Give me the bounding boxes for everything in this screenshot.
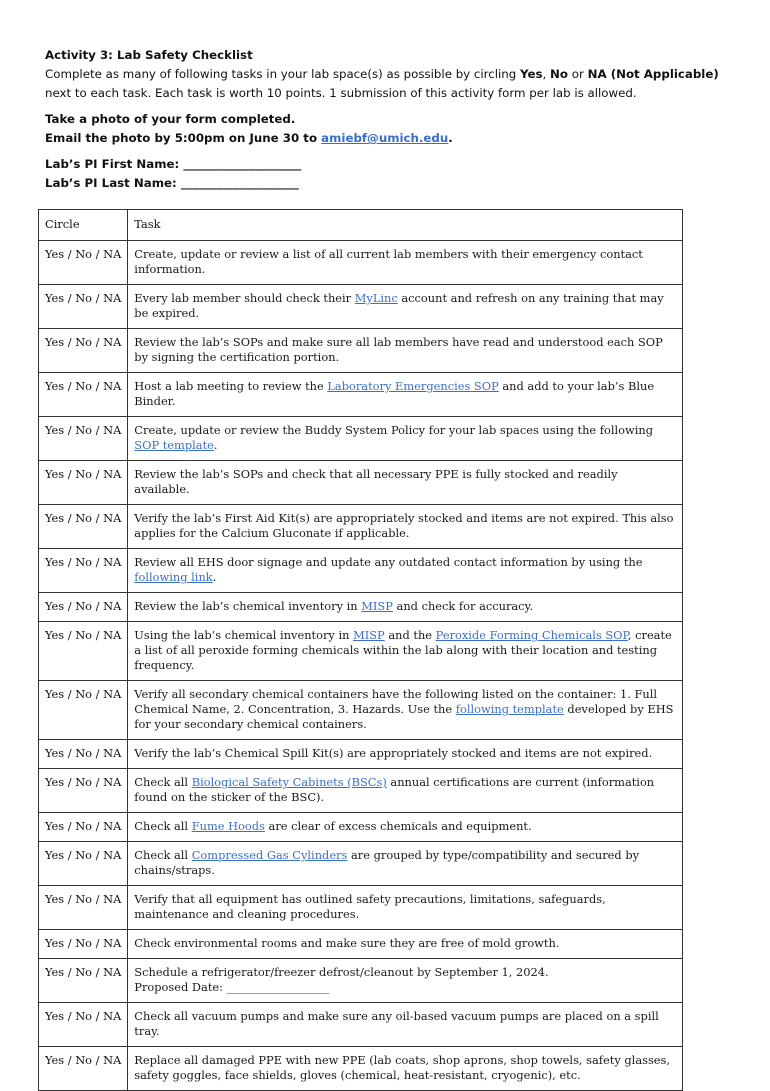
- task-text: Check all vacuum pumps and make sure any oil-based vacuum pumps are placed on a spill tray.: [134, 1009, 659, 1038]
- task-description: [128, 1047, 683, 1091]
- intro-paragraph: [45, 65, 725, 84]
- column-header-circle: Circle: [39, 210, 128, 241]
- circle-options[interactable]: Yes / No / NA: [39, 549, 128, 593]
- option-na: NA (Not Applicable): [587, 67, 719, 81]
- task-description: [128, 842, 683, 886]
- task-description: [128, 461, 683, 505]
- task-description: [128, 373, 683, 417]
- circle-options[interactable]: Yes / No / NA: [39, 461, 128, 505]
- task-text: and add to your lab’s Blue Binder.: [134, 379, 655, 408]
- task-text: Check all: [134, 819, 192, 833]
- circle-options[interactable]: Yes / No / NA: [39, 241, 128, 285]
- intro-text-1: Complete as many of following tasks in your lab space(s) as possible by circling: [45, 67, 521, 81]
- task-text: .: [212, 570, 217, 584]
- separator-or: or: [568, 67, 588, 81]
- column-header-task: Task: [128, 210, 683, 241]
- table-header-row: [39, 210, 683, 241]
- table-row: [39, 373, 683, 417]
- option-yes: Yes: [520, 67, 543, 81]
- task-description: [128, 959, 683, 1003]
- task-text: Create, update or review the Buddy System Policy for your lab spaces using the following: [134, 423, 654, 437]
- circle-options[interactable]: Yes / No / NA: [39, 1003, 128, 1047]
- email-link[interactable]: amiebf@umich.edu: [321, 131, 449, 145]
- table-row: [39, 769, 683, 813]
- task-text: and the: [384, 628, 436, 642]
- task-text: Verify the lab’s Chemical Spill Kit(s) are appropriately stocked and items are not expired.: [134, 746, 653, 760]
- circle-options[interactable]: Yes / No / NA: [39, 842, 128, 886]
- task-text: Every lab member should check their: [134, 291, 355, 305]
- task-text: Create, update or review a list of all current lab members with their emergency contact information.: [134, 247, 643, 276]
- table-row: [39, 813, 683, 842]
- circle-options[interactable]: Yes / No / NA: [39, 886, 128, 930]
- task-text: Review the lab’s SOPs and make sure all lab members have read and understood each SOP by signing the certification portion.: [134, 335, 663, 364]
- task-text: Verify that all equipment has outlined safety precautions, limitations, safeguards, maintenance and cleaning procedures.: [134, 892, 606, 921]
- table-row: [39, 505, 683, 549]
- task-link[interactable]: following template: [455, 702, 564, 716]
- task-link[interactable]: MyLinc: [354, 291, 398, 305]
- table-row: [39, 549, 683, 593]
- task-link[interactable]: following link: [134, 570, 213, 584]
- checklist-table: [38, 209, 683, 1091]
- task-description: [128, 1003, 683, 1047]
- photo-instruction: Take a photo of your form completed.: [45, 112, 296, 126]
- task-text: Schedule a refrigerator/freezer defrost/cleanout by September 1, 2024.: [134, 965, 549, 979]
- task-text: Proposed Date: __________________: [134, 980, 330, 994]
- circle-options[interactable]: Yes / No / NA: [39, 769, 128, 813]
- task-text: Review the lab’s SOPs and check that all necessary PPE is fully stocked and readily available.: [134, 467, 618, 496]
- circle-options[interactable]: Yes / No / NA: [39, 813, 128, 842]
- task-text: Host a lab meeting to review the: [134, 379, 328, 393]
- task-description: [128, 241, 683, 285]
- task-text: Replace all damaged PPE with new PPE (lab coats, shop aprons, shop towels, safety glasses, safety goggles, face shields, gloves (chemical, heat-resistant, cryogenic), etc.: [134, 1053, 671, 1082]
- circle-options[interactable]: Yes / No / NA: [39, 959, 128, 1003]
- table-row: [39, 842, 683, 886]
- email-prefix: Email the photo by 5:00pm on June 30 to: [45, 131, 322, 145]
- table-row: [39, 930, 683, 959]
- task-text: Verify the lab’s First Aid Kit(s) are appropriately stocked and items are not expired. This also applies for the Calcium Gluconate if applicable.: [134, 511, 674, 540]
- task-description: [128, 886, 683, 930]
- task-text: Review all EHS door signage and update any outdated contact information by using the: [134, 555, 643, 569]
- task-link[interactable]: Biological Safety Cabinets (BSCs): [191, 775, 387, 789]
- pi-first-name-field: Lab’s PI First Name: ____________________: [45, 157, 302, 171]
- table-row: [39, 1047, 683, 1091]
- circle-options[interactable]: Yes / No / NA: [39, 285, 128, 329]
- task-description: [128, 549, 683, 593]
- task-text: annual certifications are current (information found on the sticker of the BSC).: [134, 775, 655, 804]
- task-description: [128, 593, 683, 622]
- table-row: [39, 329, 683, 373]
- table-row: [39, 285, 683, 329]
- circle-options[interactable]: Yes / No / NA: [39, 1047, 128, 1091]
- intro-text-2: next to each task. Each task is worth 10 points. 1 submission of this activity form per lab is allowed.: [45, 86, 637, 100]
- circle-options[interactable]: Yes / No / NA: [39, 329, 128, 373]
- task-link[interactable]: Fume Hoods: [191, 819, 265, 833]
- table-row: [39, 241, 683, 285]
- instructions: [45, 46, 725, 193]
- table-row: [39, 1003, 683, 1047]
- circle-options[interactable]: Yes / No / NA: [39, 593, 128, 622]
- table-row: [39, 622, 683, 681]
- task-link[interactable]: Peroxide Forming Chemicals SOP: [435, 628, 628, 642]
- task-text: , create a list of all peroxide forming chemicals within the lab along with their location and testing frequency.: [134, 628, 672, 672]
- task-link[interactable]: MISP: [361, 599, 393, 613]
- task-description: [128, 329, 683, 373]
- task-text: Check all: [134, 775, 192, 789]
- task-description: [128, 813, 683, 842]
- circle-options[interactable]: Yes / No / NA: [39, 681, 128, 740]
- task-text: are grouped by type/compatibility and secured by chains/straps.: [134, 848, 640, 877]
- separator-comma: ,: [542, 67, 551, 81]
- table-row: [39, 417, 683, 461]
- task-text: Using the lab’s chemical inventory in: [134, 628, 354, 642]
- table-row: [39, 959, 683, 1003]
- activity-title: Activity 3: Lab Safety Checklist: [45, 48, 253, 62]
- table-row: [39, 681, 683, 740]
- email-suffix: .: [448, 131, 453, 145]
- task-link[interactable]: SOP template: [134, 438, 214, 452]
- circle-options[interactable]: Yes / No / NA: [39, 930, 128, 959]
- task-link[interactable]: Laboratory Emergencies SOP: [327, 379, 499, 393]
- task-text: account and refresh on any training that may be expired.: [134, 291, 664, 320]
- checklist-rows: [39, 241, 683, 1091]
- task-link[interactable]: MISP: [353, 628, 385, 642]
- task-text: and check for accuracy.: [392, 599, 534, 613]
- task-text: are clear of excess chemicals and equipment.: [264, 819, 532, 833]
- circle-options[interactable]: Yes / No / NA: [39, 505, 128, 549]
- circle-options[interactable]: Yes / No / NA: [39, 417, 128, 461]
- task-description: [128, 681, 683, 740]
- task-text: Check environmental rooms and make sure they are free of mold growth.: [134, 936, 560, 950]
- table-row: [39, 740, 683, 769]
- task-description: [128, 769, 683, 813]
- task-text: Review the lab’s chemical inventory in: [134, 599, 362, 613]
- task-text: Verify all secondary chemical containers have the following listed on the container: 1. Full Chemical Name, 2. Concentration, 3. Hazards. Use the: [134, 687, 658, 716]
- circle-options[interactable]: Yes / No / NA: [39, 740, 128, 769]
- circle-options[interactable]: Yes / No / NA: [39, 622, 128, 681]
- table-row: [39, 593, 683, 622]
- task-description: [128, 622, 683, 681]
- task-text: Check all: [134, 848, 192, 862]
- task-description: [128, 740, 683, 769]
- option-no: No: [550, 67, 568, 81]
- task-text: developed by EHS for your secondary chemical containers.: [134, 702, 674, 731]
- task-description: [128, 285, 683, 329]
- task-description: [128, 417, 683, 461]
- pi-last-name-field: Lab’s PI Last Name: ____________________: [45, 176, 299, 190]
- email-instruction: [45, 129, 725, 148]
- table-row: [39, 886, 683, 930]
- task-link[interactable]: Compressed Gas Cylinders: [191, 848, 348, 862]
- task-description: [128, 505, 683, 549]
- table-row: [39, 461, 683, 505]
- task-text: .: [213, 438, 218, 452]
- circle-options[interactable]: Yes / No / NA: [39, 373, 128, 417]
- task-description: [128, 930, 683, 959]
